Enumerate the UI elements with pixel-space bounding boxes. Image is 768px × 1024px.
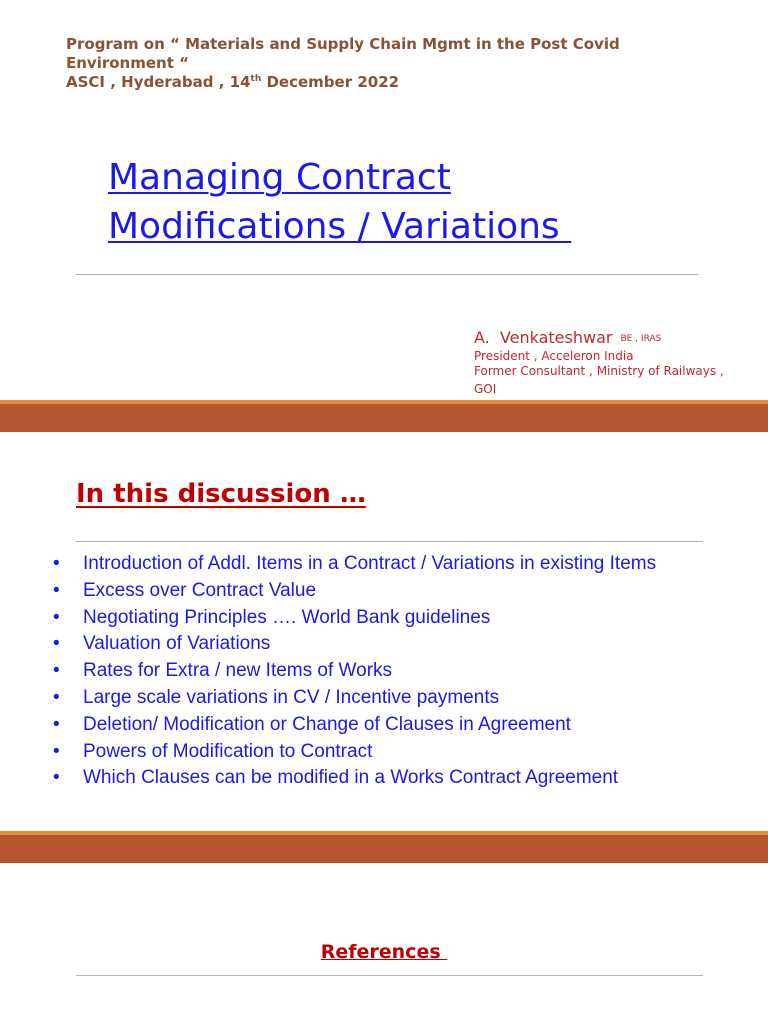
agenda-heading: In this discussion …	[76, 479, 366, 509]
agenda-divider	[76, 541, 703, 542]
bullet-glyph: •	[53, 713, 60, 735]
venue-text: ASCI , Hyderabad , 14	[66, 73, 251, 91]
bullet-glyph: •	[53, 660, 60, 682]
date-text: December 2022	[261, 73, 400, 91]
agenda-list	[50, 551, 656, 792]
list-item-text: Powers of Modification to Contract	[83, 740, 373, 762]
list-item	[50, 765, 656, 792]
program-line-1: Program on “ Materials and Supply Chain Mgmt in the Post Covid	[66, 35, 620, 53]
list-item	[50, 658, 656, 685]
author-name-line	[474, 328, 754, 349]
list-item	[50, 739, 656, 766]
slide-separator	[0, 835, 768, 863]
author-role-3: GOI	[474, 381, 497, 396]
title-slide	[0, 0, 768, 400]
author-block	[474, 328, 754, 397]
references-heading: References	[320, 941, 448, 963]
bullet-glyph: •	[53, 767, 60, 789]
program-line-2: Environment “	[66, 54, 189, 72]
references-divider	[76, 975, 703, 976]
list-item-text: Excess over Contract Value	[83, 579, 317, 601]
bullet-glyph: •	[53, 606, 60, 628]
bullet-glyph: •	[53, 633, 60, 655]
author-role-2: Former Consultant , Ministry of Railways ,	[474, 363, 724, 378]
list-item	[50, 551, 656, 578]
author-name: A. Venkateshwar	[474, 328, 613, 347]
title-line-2: Modifications / Variations	[108, 206, 572, 247]
list-item-text: Valuation of Variations	[83, 633, 271, 655]
title-divider	[76, 274, 698, 275]
bullet-glyph: •	[53, 553, 60, 574]
list-item	[50, 631, 656, 658]
bullet-glyph: •	[53, 740, 60, 762]
agenda-slide	[0, 433, 768, 831]
list-item	[50, 578, 656, 605]
slide-title[interactable]	[108, 153, 571, 251]
list-item	[50, 712, 656, 739]
venue-date	[66, 73, 706, 92]
list-item-text: Negotiating Principles …. World Bank guidelines	[83, 606, 491, 628]
list-item-text: Which Clauses can be modified in a Works Contract Agreement	[83, 767, 619, 789]
list-item-text: Deletion/ Modification or Change of Clauses in Agreement	[83, 713, 571, 735]
author-quals: BE , IRAS	[620, 333, 662, 344]
list-item-text: Rates for Extra / new Items of Works	[83, 660, 393, 682]
list-item	[50, 685, 656, 712]
program-header	[66, 35, 706, 92]
bullet-glyph: •	[53, 579, 60, 601]
slide-separator	[0, 404, 768, 432]
date-suffix: th	[250, 74, 262, 84]
list-item-text: Introduction of Addl. Items in a Contract / Variations in existing Items	[83, 553, 657, 574]
list-item	[50, 605, 656, 632]
title-line-1: Managing Contract	[108, 157, 451, 198]
bullet-glyph: •	[53, 686, 60, 708]
list-item-text: Large scale variations in CV / Incentive payments	[83, 686, 500, 708]
references-slide	[0, 865, 768, 1024]
author-role-1: President , Acceleron India	[474, 348, 634, 363]
